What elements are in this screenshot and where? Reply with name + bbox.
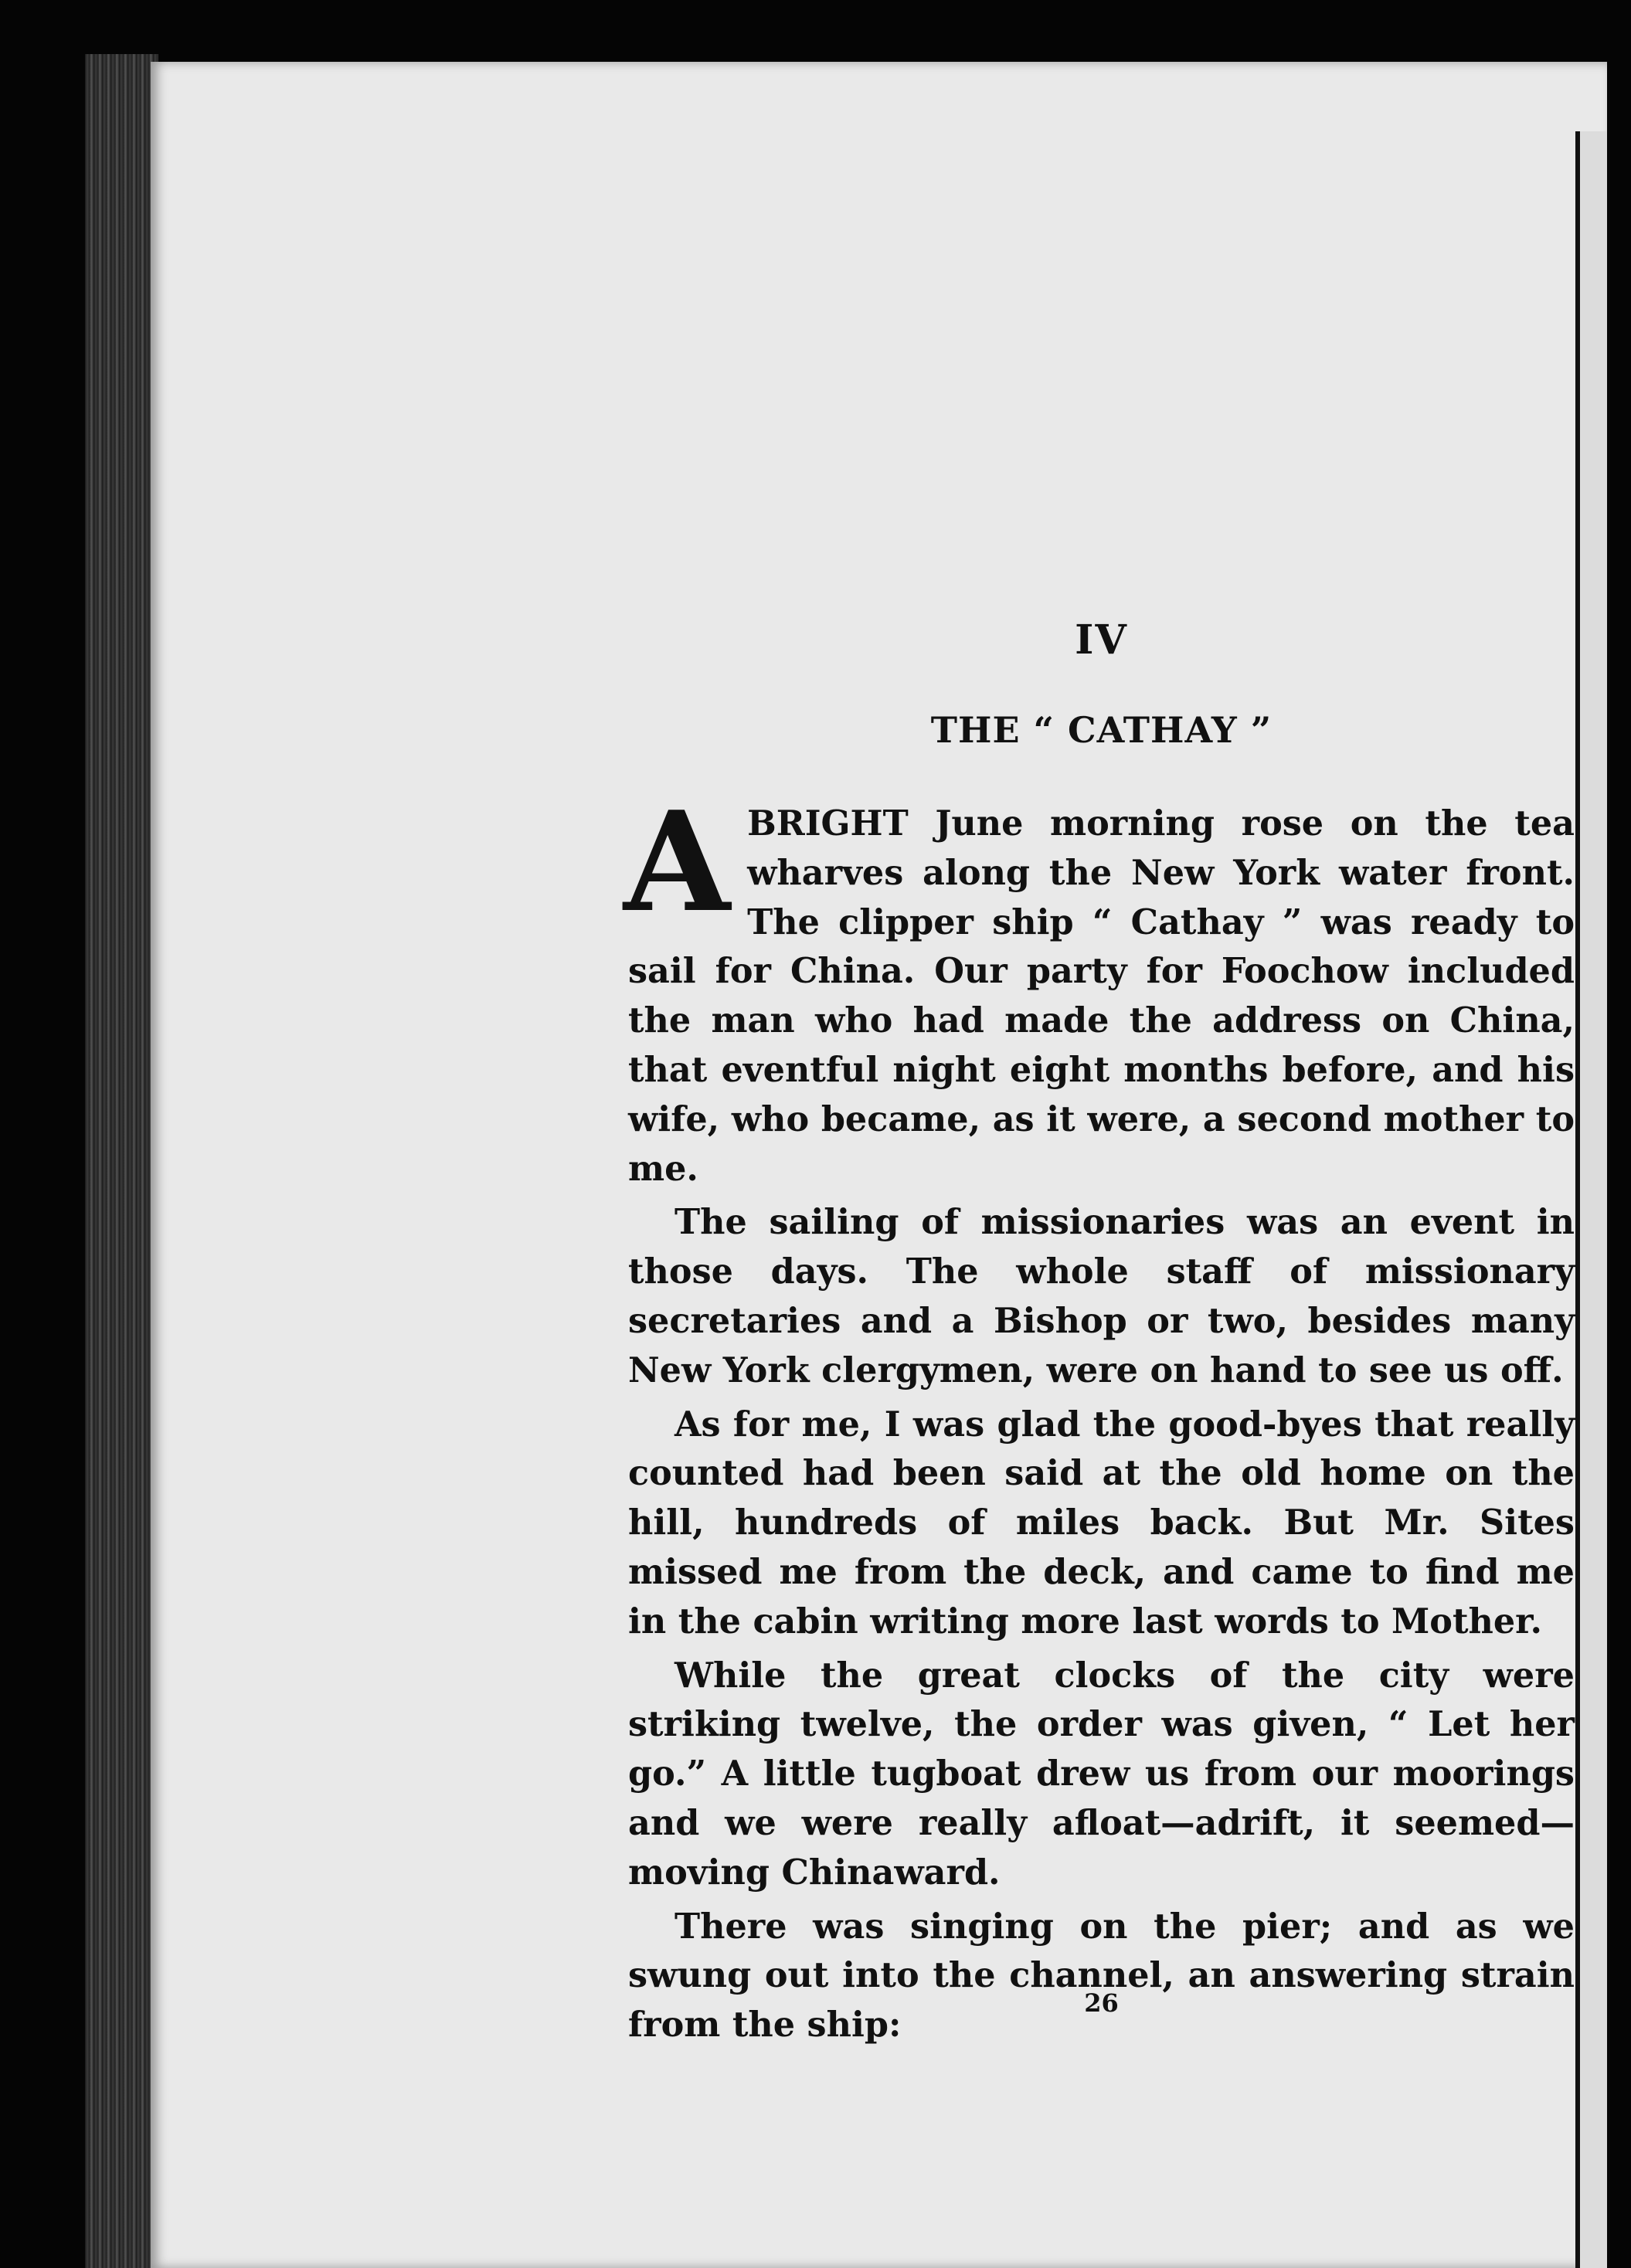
paragraph: As for me, I was glad the good-byes that really counted had been said at the old home on the hill, hundreds of miles back. But Mr. Sites missed me from the deck, and came to find me in the cabin writing more last words to Mother. — [628, 1404, 1575, 1642]
paragraph: While the great clocks of the city were striking twelve, the order was given, “ Let her go.” A little tugboat drew us from our moorings and we were really afloat—adrift, it seemed—moving Chinaward. — [628, 1655, 1575, 1893]
book-page-edges — [85, 54, 158, 2268]
page-number: 26 — [1084, 1988, 1119, 2018]
paragraph: There was singing on the pier; and as we swung out into the channel, an answering strain from the ship: — [628, 1906, 1575, 2046]
facing-page-edge — [1575, 131, 1607, 2268]
paragraph — [624, 781, 1575, 1193]
drop-cap: A — [624, 781, 731, 942]
chapter-body — [624, 781, 1575, 2055]
paragraph-text: BRIGHT June morning rose on the tea wharves along the New York water front. The clipper ship “ Cathay ” was ready to sail for China. Our party for Foochow included the man who had made the address on China, that eventful night eight months before, and his wife, who became, as it were, a second mother to me. — [628, 803, 1575, 1189]
book-page — [151, 62, 1607, 2268]
chapter-title: THE “ CATHAY ” — [930, 709, 1273, 751]
paragraph: The sailing of missionaries was an event in those days. The whole staff of missionary secretaries and a Bishop or two, besides many New York clergymen, were on hand to see us off. — [628, 1202, 1575, 1390]
chapter-number: IV — [1075, 616, 1128, 664]
